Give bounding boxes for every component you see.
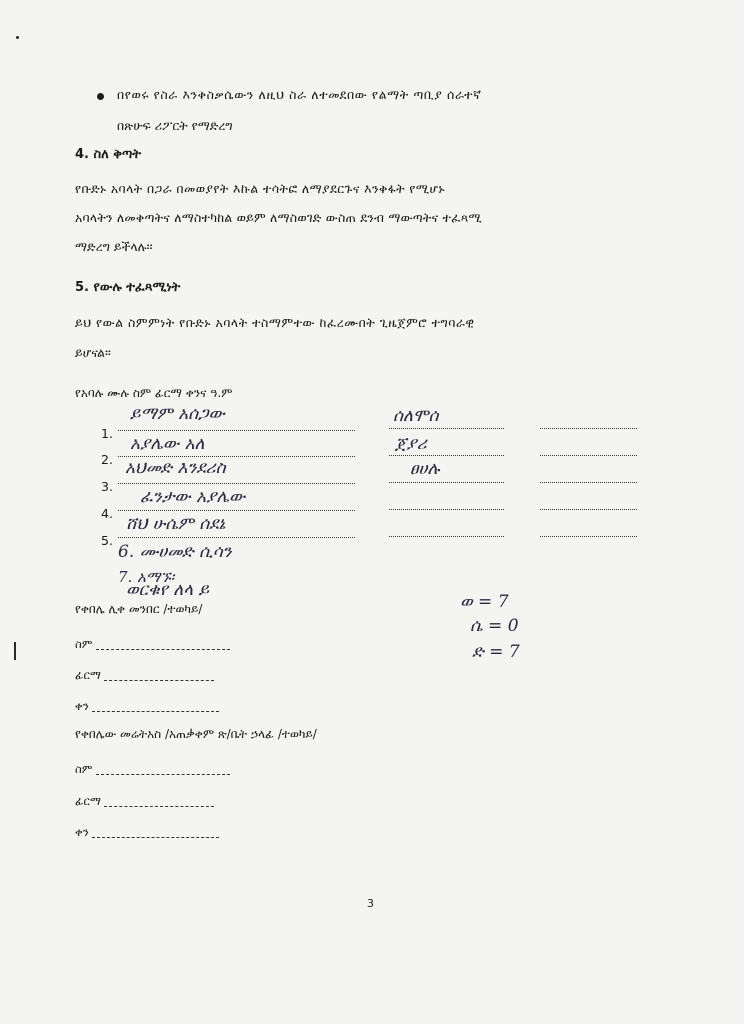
- member-number: 4.: [101, 506, 113, 521]
- receiver-2-title: የቀበሌው መሬትአስ /አጠቃቀም ጽ/ቤት ኃላፊ /ተወካይ/: [75, 727, 317, 741]
- receiver-1-date-label: ቀን: [75, 699, 89, 713]
- receiver-2-sign-label: ፊርማ: [75, 794, 101, 808]
- bullet-text-line1: በየወሩ የስራ እንቅስቃሴውን ለዚህ ስራ ለተመደበው የልማት ጣቢያ ሰራተኛ: [117, 87, 482, 102]
- member-name: አያሌው አለ: [130, 434, 205, 454]
- sign-dotted-line: [389, 536, 504, 537]
- date-dotted-line: [540, 428, 637, 429]
- section-4-line2: አባላትን ለመቅጣትና ለማስተካከል ወይም ለማስወገድ ውስጠ ደንብ ማውጣትና ተፈጻሚ: [75, 210, 482, 225]
- receiver-1-sign-line: [104, 680, 214, 681]
- member-name: ይማም አሰጋው: [130, 404, 225, 424]
- section-4-line1: የቡድኑ አባላት በጋራ በመወያየት እኩል ተሳትፎ ለማያደርጉና እንቅፋት የሚሆኑ: [75, 181, 445, 196]
- sign-dotted-line: [389, 509, 504, 510]
- section-5-line2: ይሆናል፡፡: [75, 345, 111, 360]
- extra-member-7-name: ወርቁየ ለላ ይ: [126, 580, 210, 600]
- member-name: አህመድ እንደሪስ: [125, 458, 226, 478]
- name-dotted-line: [118, 483, 355, 484]
- member-signature: ጀያሪ: [395, 434, 427, 454]
- name-dotted-line: [118, 537, 355, 538]
- members-header: የአባሉ ሙሉ ስም ፊርማ ቀንና ዓ.ም: [75, 386, 233, 400]
- receiver-2-sign-line: [104, 806, 214, 807]
- member-name: ፈንታው አያሌው: [140, 487, 246, 507]
- receiver-2-name-label: ስም: [75, 762, 93, 776]
- section-5-title: 5. የውሉ ተፈጻሚነት: [75, 280, 181, 295]
- member-signature: ሰለሞሰ: [393, 406, 439, 426]
- receiver-2-date-label: ቀን: [75, 825, 89, 839]
- date-dotted-line: [540, 536, 637, 537]
- sign-dotted-line: [389, 455, 504, 456]
- receiver-2-date-line: [92, 837, 219, 838]
- side-note-line: ወ = 7: [460, 592, 509, 612]
- receiver-1-sign-label: ፊርማ: [75, 668, 101, 682]
- section-4-line3: ማድረግ ይችላሉ፡፡: [75, 239, 153, 254]
- side-note-line: ድ = 7: [472, 642, 520, 662]
- bullet-icon: [97, 93, 104, 100]
- date-dotted-line: [540, 482, 637, 483]
- scan-speck: [16, 36, 19, 39]
- member-signature: ፀሀሉ: [410, 459, 440, 479]
- receiver-1-name-line: [96, 649, 230, 650]
- sign-dotted-line: [389, 428, 504, 429]
- date-dotted-line: [540, 455, 637, 456]
- name-dotted-line: [118, 456, 355, 457]
- member-number: 5.: [101, 533, 113, 548]
- receiver-2-name-line: [96, 774, 230, 775]
- extra-member-7-label: 7. አማኙ፡: [118, 568, 175, 586]
- name-dotted-line: [118, 510, 355, 511]
- extra-member-6: 6. ሙሀመድ ሲሳን: [118, 542, 232, 562]
- member-number: 2.: [101, 452, 113, 467]
- page-number: 3: [367, 897, 374, 910]
- side-note-line: ሴ = 0: [470, 616, 519, 636]
- sign-dotted-line: [389, 482, 504, 483]
- receiver-1-title: የቀበሌ ሊቀ መንበር /ተወካይ/: [75, 602, 203, 616]
- section-4-title: 4. ስለ ቅጣት: [75, 147, 142, 162]
- section-5-line1: ይህ የውል ስምምነት የቡድኑ አባላት ተስማምተው ከፈረሙበት ጊዜጀምሮ ተግባራዊ: [75, 315, 475, 330]
- bullet-text-line2: በጽሁፍ ሪፖርት የማድረግ: [117, 118, 233, 133]
- member-number: 3.: [101, 479, 113, 494]
- receiver-1-date-line: [92, 711, 219, 712]
- member-number: 1.: [101, 426, 113, 441]
- date-dotted-line: [540, 509, 637, 510]
- scan-speck: [14, 642, 16, 660]
- name-dotted-line: [118, 430, 355, 431]
- receiver-1-name-label: ስም: [75, 637, 93, 651]
- member-name: ሸህ ሁሴም ሰደኔ: [126, 514, 226, 534]
